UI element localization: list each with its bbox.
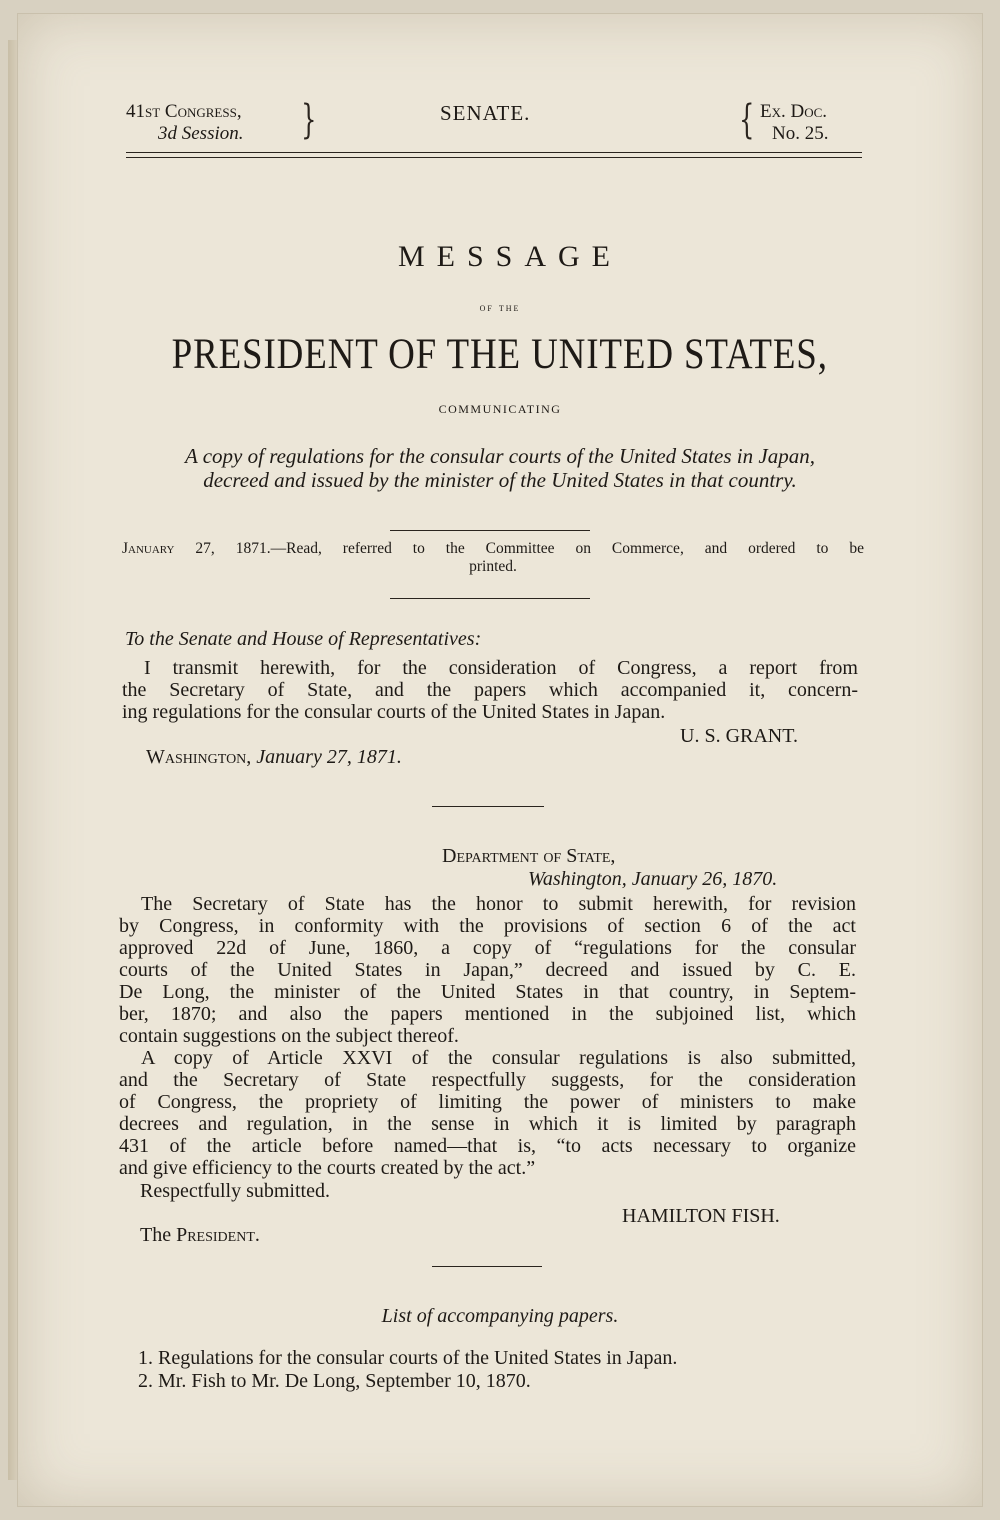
message-heading: MESSAGE <box>397 240 623 273</box>
subject-line-2: decreed and issued by the minister of the United States in that country. <box>203 468 797 492</box>
transmittal-paragraph <box>122 657 858 723</box>
fish-signature: HAMILTON FISH. <box>622 1205 780 1227</box>
dateline <box>146 746 402 769</box>
addressee-title: President. <box>176 1224 260 1246</box>
session-label: 3d Session. <box>158 123 244 144</box>
chamber-label: SENATE. <box>440 101 531 125</box>
divider-rule <box>390 530 590 531</box>
dateline-place: Washington, <box>146 746 252 768</box>
of-the-label: of the <box>479 300 521 314</box>
paragraph-line: contain suggestions on the subject thereof. <box>119 1025 459 1047</box>
paragraph-line: the Secretary of State, and the papers which accompanied it, concern- <box>122 679 858 701</box>
paragraph-line: by Congress, in conformity with the provisions of section 6 of the act <box>119 915 856 937</box>
congress-session-block <box>126 101 244 145</box>
salutation: To the Senate and House of Representatives: <box>125 628 482 650</box>
list-item: 1. Regulations for the consular courts of the United States in Japan. <box>138 1347 678 1369</box>
paragraph-line: decrees and regulation, in the sense in which it is limited by paragraph <box>119 1113 856 1135</box>
paragraph-line: of Congress, the propriety of limiting the power of ministers to make <box>119 1091 856 1113</box>
referral-text-2: printed. <box>469 558 517 575</box>
department-heading: Department of State, <box>442 845 616 867</box>
paragraph-line: approved 22d of June, 1860, a copy of “regulations for the consular <box>119 937 856 959</box>
divider-rule <box>432 806 544 807</box>
referral-text: 27, 1871.—Read, referred to the Committee on Commerce, and ordered to be <box>174 540 864 557</box>
document-number-block <box>760 101 828 145</box>
paragraph-line: A copy of Article XXVI of the consular regulations is also submitted, <box>141 1047 856 1069</box>
referral-month: January <box>122 540 175 557</box>
paragraph-line: De Long, the minister of the United States in that country, in Septem- <box>119 981 856 1003</box>
congress-label: 41st Congress, <box>126 101 242 122</box>
referral-note <box>122 540 864 576</box>
list-item: 2. Mr. Fish to Mr. De Long, September 10, 1870. <box>138 1370 531 1392</box>
subject-description <box>0 444 1000 492</box>
president-heading: PRESIDENT OF THE UNITED STATES, <box>171 331 828 378</box>
divider-rule <box>390 598 590 599</box>
report-place-date: Washington, January 26, 1870. <box>528 868 778 890</box>
grant-signature: U. S. GRANT. <box>680 725 798 747</box>
paragraph-line: and give efficiency to the courts created by the act.” <box>119 1157 536 1179</box>
paragraph-line: ber, 1870; and also the papers mentioned in the subjoined list, which <box>119 1003 856 1025</box>
closing-line: Respectfully submitted. <box>140 1180 330 1202</box>
addressee-prefix: The <box>140 1224 172 1246</box>
doc-number-label: No. 25. <box>772 123 829 144</box>
paragraph-line: courts of the United States in Japan,” decreed and issued by C. E. <box>119 959 856 981</box>
paragraph-line: ing regulations for the consular courts of the United States in Japan. <box>122 701 666 723</box>
report-paragraph-1 <box>119 893 856 1047</box>
paragraph-line: and the Secretary of State respectfully suggests, for the consideration <box>119 1069 856 1091</box>
subject-line-1: A copy of regulations for the consular courts of the United States in Japan, <box>185 444 815 468</box>
paragraph-line: I transmit herewith, for the consideration of Congress, a report from <box>144 657 858 679</box>
communicating-label: COMMUNICATING <box>438 402 562 416</box>
addressee <box>140 1224 260 1247</box>
dateline-date: January 27, 1871. <box>256 746 402 768</box>
paragraph-line: 431 of the article before named—that is, “to acts necessary to organize <box>119 1135 856 1157</box>
right-brace-icon: } <box>301 97 317 143</box>
doc-type-label: Ex. Doc. <box>760 101 828 122</box>
paragraph-line: The Secretary of State has the honor to submit herewith, for revision <box>141 893 856 915</box>
papers-list-title: List of accompanying papers. <box>381 1305 619 1327</box>
header-double-rule <box>126 152 862 158</box>
report-paragraph-2 <box>119 1047 856 1179</box>
left-brace-icon: { <box>739 97 755 143</box>
divider-rule <box>432 1266 542 1267</box>
